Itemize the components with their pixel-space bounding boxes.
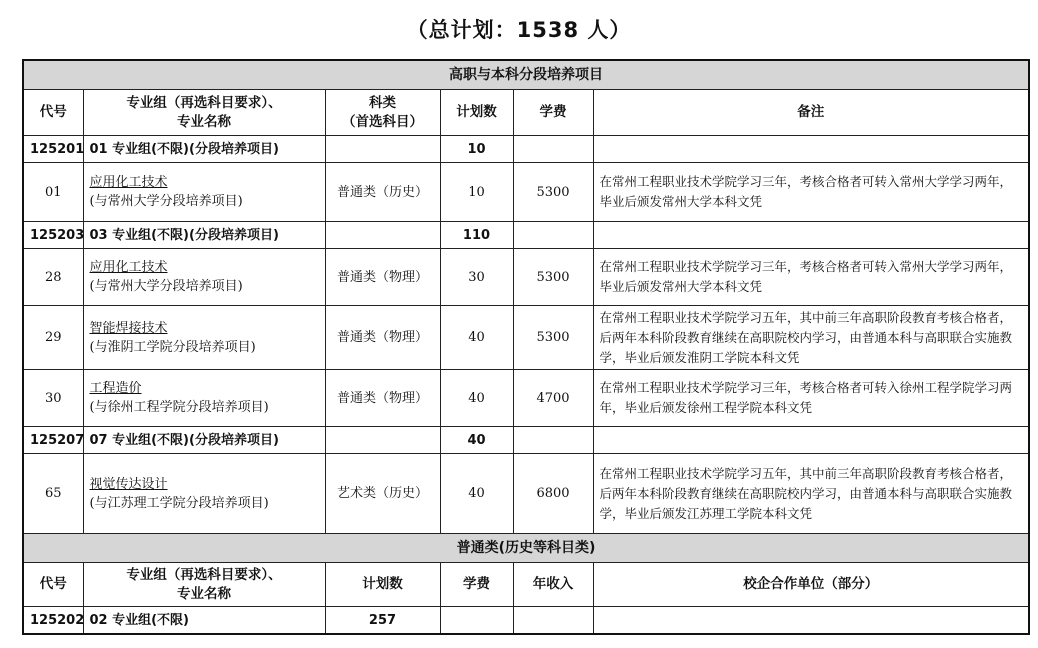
table-row (23, 454, 1029, 534)
page-title: （总计划：1538 人） (406, 18, 632, 42)
major-name: 智能焊接技术 (与淮阴工学院分段培养项目) (83, 306, 325, 370)
group-code: 125202 (23, 607, 83, 635)
section-header-2 (23, 534, 1029, 563)
major-category: 普通类（物理） (325, 249, 440, 306)
group-row (23, 427, 1029, 454)
major-code: 29 (23, 306, 83, 370)
major-code: 65 (23, 454, 83, 534)
header-fee: 学费 (440, 563, 513, 607)
major-fee: 4700 (513, 370, 593, 427)
major-plan: 10 (440, 163, 513, 222)
admission-plan-table (22, 59, 1030, 635)
header-code: 代号 (23, 90, 83, 136)
group-row (23, 222, 1029, 249)
major-name: 应用化工技术 (与常州大学分段培养项目) (83, 163, 325, 222)
header-plan: 计划数 (325, 563, 440, 607)
major-note: 在常州工程职业技术学院学习五年，其中前三年高职阶段教育考核合格者，后两年本科阶段教育继续在高职院校内学习，由普通本科与高职联合实施教学，毕业后颁发淮阴工学院本科文凭 (593, 306, 1029, 370)
section-title: 高职与本科分段培养项目 (23, 60, 1029, 90)
header-plan: 计划数 (440, 90, 513, 136)
major-name: 应用化工技术 (与常州大学分段培养项目) (83, 249, 325, 306)
section-title: 普通类(历史等科目类) (23, 534, 1029, 563)
major-category: 普通类（物理） (325, 306, 440, 370)
major-note: 在常州工程职业技术学院学习三年，考核合格者可转入常州大学学习两年，毕业后颁发常州大学本科文凭 (593, 249, 1029, 306)
header-note: 备注 (593, 90, 1029, 136)
header-code: 代号 (23, 563, 83, 607)
major-link[interactable]: 工程造价 (89, 381, 142, 396)
major-plan: 30 (440, 249, 513, 306)
major-plan: 40 (440, 370, 513, 427)
header-group: 专业组（再选科目要求）、 专业名称 (83, 563, 325, 607)
major-category: 普通类（物理） (325, 370, 440, 427)
header-group: 专业组（再选科目要求）、 专业名称 (83, 90, 325, 136)
group-row (23, 607, 1029, 635)
group-name: 02 专业组(不限) (83, 607, 325, 635)
major-link[interactable]: 应用化工技术 (89, 260, 168, 275)
major-plan: 40 (440, 306, 513, 370)
group-plan: 10 (440, 136, 513, 163)
major-note: 在常州工程职业技术学院学习三年，考核合格者可转入徐州工程学院学习两年，毕业后颁发徐州工程学院本科文凭 (593, 370, 1029, 427)
table-row (23, 249, 1029, 306)
major-fee: 6800 (513, 454, 593, 534)
major-name: 视觉传达设计 (与江苏理工学院分段培养项目) (83, 454, 325, 534)
major-note: 在常州工程职业技术学院学习三年，考核合格者可转入常州大学学习两年，毕业后颁发常州大学本科文凭 (593, 163, 1029, 222)
table-header-row (23, 563, 1029, 607)
group-plan: 257 (325, 607, 440, 635)
header-income: 年收入 (513, 563, 593, 607)
major-code: 01 (23, 163, 83, 222)
major-code: 28 (23, 249, 83, 306)
table-row (23, 306, 1029, 370)
group-code: 125207 (23, 427, 83, 454)
header-fee: 学费 (513, 90, 593, 136)
major-note: 在常州工程职业技术学院学习五年，其中前三年高职阶段教育考核合格者，后两年本科阶段教育继续在高职院校内学习，由普通本科与高职联合实施教学，毕业后颁发江苏理工学院本科文凭 (593, 454, 1029, 534)
group-code: 125203 (23, 222, 83, 249)
major-name: 工程造价 (与徐州工程学院分段培养项目) (83, 370, 325, 427)
major-plan: 40 (440, 454, 513, 534)
major-link[interactable]: 应用化工技术 (89, 175, 168, 190)
header-category: 科类 （首选科目） (325, 90, 440, 136)
header-partner: 校企合作单位（部分） (593, 563, 1029, 607)
group-code: 125201 (23, 136, 83, 163)
group-name: 07 专业组(不限)(分段培养项目) (83, 427, 325, 454)
major-category: 艺术类（历史） (325, 454, 440, 534)
major-link[interactable]: 视觉传达设计 (89, 476, 168, 492)
group-name: 01 专业组(不限)(分段培养项目) (83, 136, 325, 163)
section-header-1 (23, 60, 1029, 90)
major-code: 30 (23, 370, 83, 427)
major-category: 普通类（历史） (325, 163, 440, 222)
major-fee: 5300 (513, 163, 593, 222)
table-row (23, 163, 1029, 222)
major-fee: 5300 (513, 306, 593, 370)
table-row (23, 370, 1029, 427)
major-fee: 5300 (513, 249, 593, 306)
major-link[interactable]: 智能焊接技术 (89, 320, 168, 336)
group-name: 03 专业组(不限)(分段培养项目) (83, 222, 325, 249)
group-plan: 110 (440, 222, 513, 249)
table-header-row (23, 90, 1029, 136)
group-plan: 40 (440, 427, 513, 454)
group-row (23, 136, 1029, 163)
